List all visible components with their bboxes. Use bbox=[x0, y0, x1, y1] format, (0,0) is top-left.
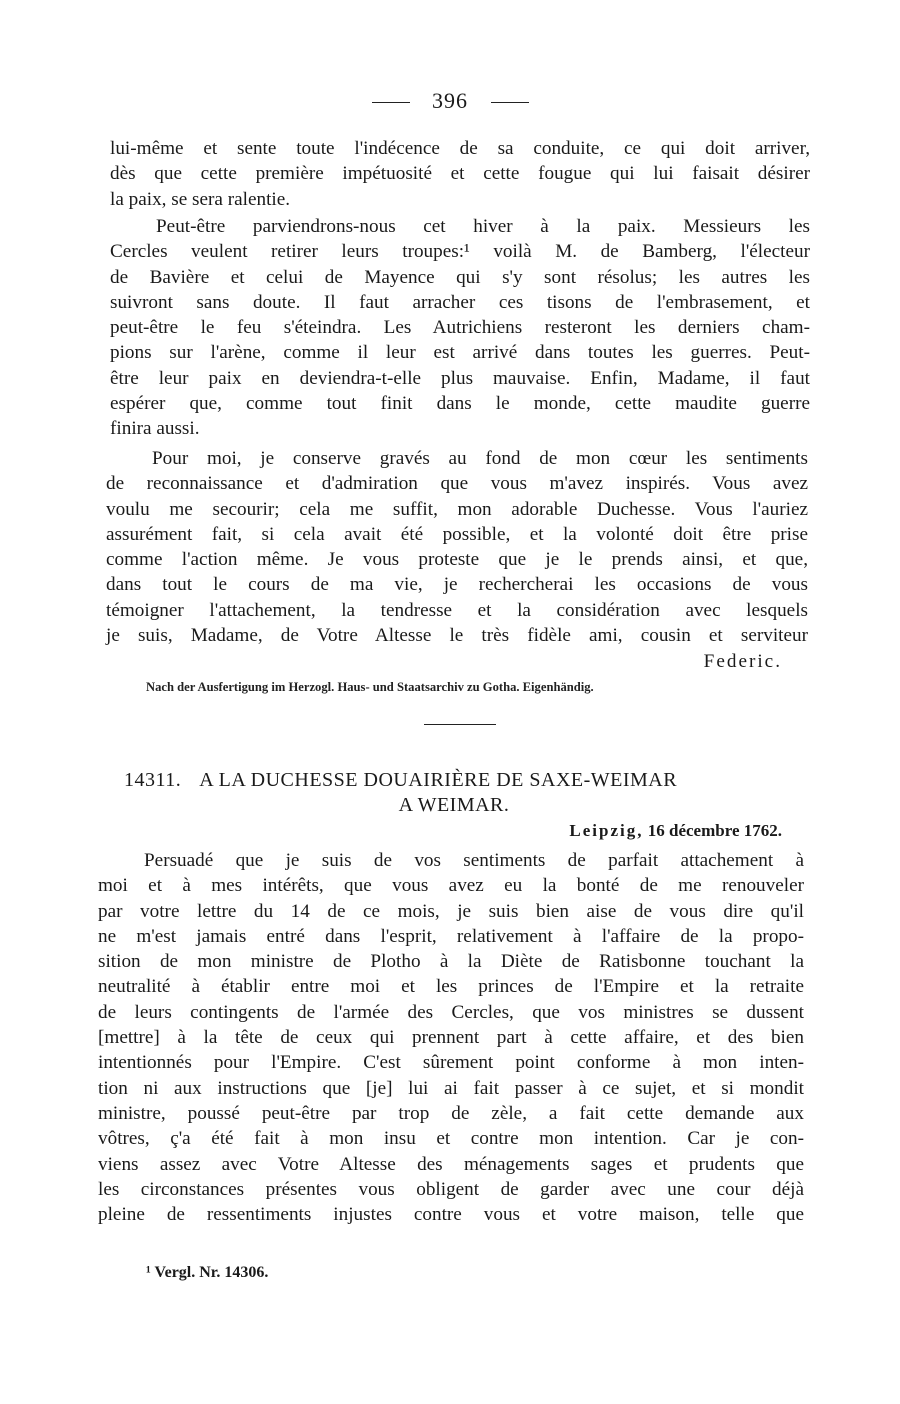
text-line: lui-même et sente toute l'indécence de sa conduite, ce qui doit arriver, bbox=[110, 138, 810, 159]
text-line: dès que cette première impétuosité et cette fougue qui lui faisait désirer bbox=[110, 163, 810, 185]
header-dash-left bbox=[372, 102, 410, 103]
text-line: ministre, poussé peut-être par trop de zèle, a fait cette demande aux bbox=[98, 1102, 804, 1124]
header-dash-right bbox=[491, 102, 529, 103]
paragraph-peace bbox=[110, 214, 810, 442]
text-line: pions sur l'arène, comme il leur est arrivé dans toutes les guerres. Peut- bbox=[110, 342, 810, 364]
text-line: [mettre] à la tête de ceux qui prennent part à cette affaire, et des bien bbox=[98, 1027, 804, 1049]
text-line: peut-être le feu s'éteindra. Les Autrichiens resteront les derniers cham- bbox=[110, 317, 810, 339]
text-line: je suis, Madame, de Votre Altesse le très fidèle ami, cousin et serviteur bbox=[106, 625, 808, 647]
text-line: de reconnaissance et d'admiration que vous m'avez inspirés. Vous avez bbox=[106, 473, 808, 495]
text-line: moi et à mes intérêts, que vous avez eu la bonté de me renouveler bbox=[98, 875, 804, 897]
text-line: Peut-être parviendrons-nous cet hiver à la paix. Messieurs les bbox=[156, 216, 810, 237]
page-header bbox=[0, 88, 900, 114]
letter-date-place: Leipzig, bbox=[569, 821, 644, 840]
section-divider bbox=[424, 724, 496, 725]
text-line: finira aussi. bbox=[110, 418, 200, 440]
letter-title-line1: A LA DUCHESSE DOUAIRIÈRE DE SAXE-WEIMAR bbox=[199, 769, 678, 791]
text-line: vôtres, ç'a été fait à mon insu et contre mon intention. Car je con- bbox=[98, 1128, 804, 1150]
text-line: les circonstances présentes vous obligent de garder avec une cour déjà bbox=[98, 1178, 804, 1200]
text-line: viens assez avec Votre Altesse des ménagements sages et prudents que bbox=[98, 1153, 804, 1175]
letter-number: 14311. bbox=[124, 769, 182, 791]
letter-body bbox=[98, 848, 804, 1227]
text-line: sition de mon ministre de Plotho à la Diète de Ratisbonne touchant la bbox=[98, 951, 804, 973]
text-line: intentionnés pour l'Empire. C'est sûrement point conforme à mon inten- bbox=[98, 1052, 804, 1074]
text-line: comme l'action même. Je vous proteste que je le prends ainsi, et que, bbox=[106, 549, 808, 571]
text-line: assurément fait, si cela avait été possible, et la volonté doit être prise bbox=[106, 523, 808, 545]
letter-heading bbox=[124, 768, 784, 818]
paragraph-gratitude bbox=[106, 446, 808, 648]
text-line: la paix, se sera ralentie. bbox=[110, 188, 291, 210]
source-note: Nach der Ausfertigung im Herzogl. Haus- und Staatsarchiv zu Gotha. Eigenhändig. bbox=[146, 680, 594, 694]
text-line: être leur paix en deviendra-t-elle plus mauvaise. Enfin, Madame, il faut bbox=[110, 367, 810, 389]
text-line: témoigner l'attachement, la tendresse et la considération avec lesquels bbox=[106, 599, 808, 621]
text-line: par votre lettre du 14 de ce mois, je suis bien aise de vous dire qu'il bbox=[98, 900, 804, 922]
signature: Federic. bbox=[703, 651, 782, 672]
text-line: voulu me secourir; cela me suffit, mon adorable Duchesse. Vous l'auriez bbox=[106, 498, 808, 520]
page-number: 396 bbox=[432, 88, 468, 113]
text-line: de leurs contingents de l'armée des Cercles, que vos ministres se dussent bbox=[98, 1001, 804, 1023]
text-line: dans tout le cours de ma vie, je rechercherai les occasions de vous bbox=[106, 574, 808, 596]
letter-dateline bbox=[569, 821, 782, 841]
letter-date: 16 décembre 1762. bbox=[647, 821, 782, 840]
text-line: Persuadé que je suis de vos sentiments de parfait attachement à bbox=[144, 850, 804, 871]
text-line: suivront sans doute. Il faut arracher ces tisons de l'embrasement, et bbox=[110, 291, 810, 313]
text-line: neutralité à établir entre moi et les princes de l'Empire et la retraite bbox=[98, 976, 804, 998]
text-line: espérer que, comme tout finit dans le monde, cette maudite guerre bbox=[110, 393, 810, 415]
text-line: Cercles veulent retirer leurs troupes:¹ voilà M. de Bamberg, l'électeur bbox=[110, 241, 810, 263]
text-line: de Bavière et celui de Mayence qui s'y sont résolus; les autres les bbox=[110, 266, 810, 288]
text-line: pleine de ressentiments injustes contre vous et votre maison, telle que bbox=[98, 1204, 804, 1226]
text-line: Pour moi, je conserve gravés au fond de mon cœur les sentiments bbox=[152, 448, 808, 469]
text-line: tion ni aux instructions que [je] lui ai fait passer à ce sujet, et si mondit bbox=[98, 1077, 804, 1099]
footnote: ¹ Vergl. Nr. 14306. bbox=[146, 1264, 269, 1281]
continuation-paragraph bbox=[110, 136, 810, 212]
letter-title-line2: A WEIMAR. bbox=[398, 794, 510, 816]
text-line: ne m'est jamais entré dans l'esprit, relativement à l'affaire de la propo- bbox=[98, 925, 804, 947]
